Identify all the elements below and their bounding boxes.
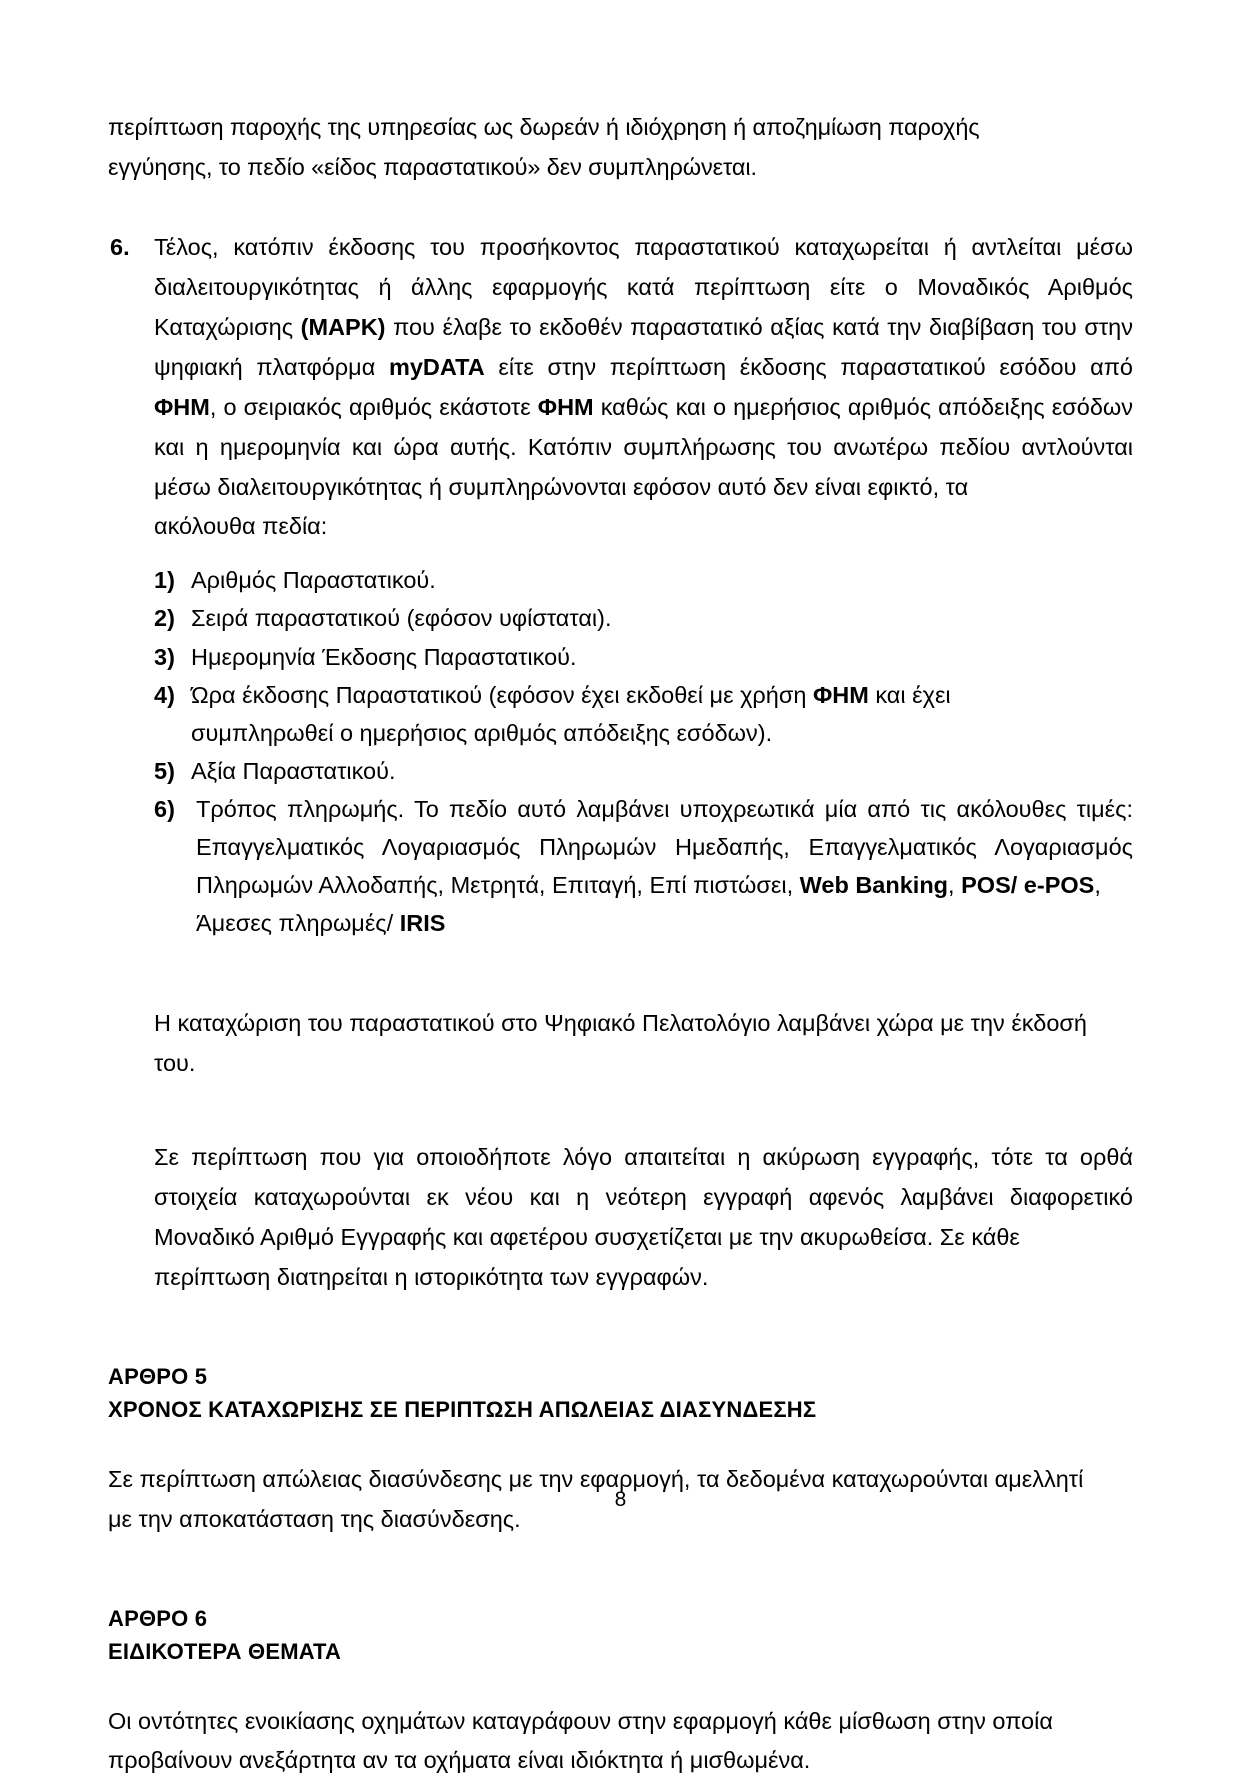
item6-text-part1: Τέλος, κατόπιν έκδοσης του προσήκοντος παραστατικού καταχωρείται ή αντλείται μέσω διαλειτουργικότητας ή άλλης εφαρμογής κατά περίπτωση είτε ο Μοναδικός Αριθμός Καταχώρισης bbox=[154, 234, 1133, 340]
sub4-tail: συμπληρωθεί ο ημερήσιος αριθμός απόδειξης εσόδων). bbox=[191, 714, 1133, 752]
sub-marker-6: 6) bbox=[154, 790, 196, 942]
article-6-body-line-1: Οι οντότητες ενοικίασης οχημάτων καταγράφουν στην εφαρμογή κάθε μίσθωση στην οποία bbox=[108, 1708, 1053, 1734]
cancellation-text: Σε περίπτωση που για οποιοδήποτε λόγο απαιτείται η ακύρωση εγγραφής, τότε τα ορθά στοιχεία καταχωρούνται εκ νέου και η νεότερη εγγραφή αφενός λαμβάνει διαφορετικό Μοναδικό Αριθμό Εγγραφής και αφετέρου συσχετίζεται με την ακυρωθείσα. Σε κάθε bbox=[154, 1144, 1133, 1250]
sub6-text-part2: , bbox=[948, 872, 961, 898]
intro-paragraph bbox=[108, 108, 1133, 188]
item6-text-part3: είτε στην περίπτωση έκδοσης παραστατικού εσόδου από bbox=[485, 354, 1133, 380]
paragraph-registration bbox=[154, 1004, 1133, 1084]
intro-line-2: εγγύησης, το πεδίο «είδος παραστατικού» δεν συμπληρώνεται. bbox=[108, 148, 1133, 188]
sub-marker-5: 5) bbox=[154, 752, 191, 790]
article-6-heading bbox=[108, 1602, 1133, 1668]
sub6-text-part1: Τρόπος πληρωμής. Το πεδίο αυτό λαμβάνει υποχρεωτικά μία από τις ακόλουθες τιμές: Επαγγελματικός Λογαριασμός Πληρωμών Ημεδαπής, Επαγγελματικός Λογαριασμός Πληρωμών Αλλοδαπής, Μετρητά, Επιταγή, Επί πιστώσει, bbox=[196, 796, 1133, 898]
sub-list-item-6 bbox=[154, 790, 1133, 942]
article-6-body-line-2: προβαίνουν ανεξάρτητα αν τα οχήματα είναι ιδιόκτητα ή μισθωμένα. bbox=[108, 1741, 1133, 1781]
article-5-number: ΑΡΘΡΟ 5 bbox=[108, 1360, 1133, 1393]
registration-line-1: Η καταχώριση του παραστατικού στο Ψηφιακό Πελατολόγιο λαμβάνει χώρα με την έκδοσή bbox=[154, 1010, 1087, 1036]
sub4-fim-bold: ΦΗΜ bbox=[813, 682, 869, 708]
sub6-iris-bold: IRIS bbox=[400, 910, 446, 936]
item6-marc-bold: (ΜΑΡΚ) bbox=[301, 314, 386, 340]
sub-marker-2: 2) bbox=[154, 599, 191, 637]
article-6-number: ΑΡΘΡΟ 6 bbox=[108, 1602, 1133, 1635]
sub-text-6 bbox=[196, 790, 1133, 942]
intro-line-1: περίπτωση παροχής της υπηρεσίας ως δωρεάν ή ιδιόχρηση ή αποζημίωση παροχής bbox=[108, 114, 980, 140]
article-6-title: ΕΙΔΙΚΟΤΕΡΑ ΘΕΜΑΤΑ bbox=[108, 1635, 1133, 1668]
sub6-tail bbox=[196, 904, 1133, 942]
sub4-text-part1: Ώρα έκδοσης Παραστατικού (εφόσον έχει εκδοθεί με χρήση bbox=[191, 682, 813, 708]
sub-list-item-4 bbox=[154, 676, 1133, 752]
article-5-heading bbox=[108, 1360, 1133, 1426]
sub6-web-banking-bold: Web Banking bbox=[800, 872, 948, 898]
paragraph-cancellation bbox=[154, 1138, 1133, 1298]
sub-marker-3: 3) bbox=[154, 638, 191, 676]
item6-mydata-bold: myDATA bbox=[389, 354, 485, 380]
sub-marker-1: 1) bbox=[154, 561, 191, 599]
article-5-body-line-2: με την αποκατάσταση της διασύνδεσης. bbox=[108, 1500, 1133, 1540]
sub6-text-part3: , bbox=[1094, 872, 1101, 898]
article-6-body bbox=[108, 1702, 1133, 1781]
sub-marker-4: 4) bbox=[154, 676, 191, 752]
article-5-body-line-1: Σε περίπτωση απώλειας διασύνδεσης με την εφαρμογή, τα δεδομένα καταχωρούνται αμελλητί bbox=[108, 1466, 1083, 1492]
item6-fim-bold-1: ΦΗΜ bbox=[154, 394, 210, 420]
sub6-tail-text: Άμεσες πληρωμές/ bbox=[196, 910, 400, 936]
sub-text-5: Αξία Παραστατικού. bbox=[191, 752, 1133, 790]
item6-text-part5: καθώς και ο ημερήσιος αριθμός απόδειξης εσόδων και η ημερομηνία και ώρα αυτής. Κατόπιν συμπλήρωσης του ανωτέρω πεδίου αντλούνται μέσω διαλειτουργικότητας ή συμπληρώνονται εφόσον αυτό δεν είναι εφικτό, τα bbox=[154, 394, 1133, 500]
item6-text-part4: , ο σειριακός αριθμός εκάστοτε bbox=[210, 394, 538, 420]
numbered-list-item-6 bbox=[108, 228, 1133, 548]
list-marker: 6. bbox=[108, 228, 154, 548]
page-number-footer bbox=[0, 1488, 1241, 1512]
sub-list-item-3 bbox=[154, 638, 1133, 676]
item6-text-part2: που έλαβε το εκδοθέν παραστατικό αξίας κατά την διαβίβαση του στην ψηφιακή πλατφόρμα bbox=[154, 314, 1133, 380]
sub-text-1: Αριθμός Παραστατικού. bbox=[191, 561, 1133, 599]
cancellation-tail: περίπτωση διατηρείται η ιστορικότητα των εγγραφών. bbox=[154, 1258, 1133, 1298]
registration-line-2: του. bbox=[154, 1044, 1133, 1084]
sub-list bbox=[154, 561, 1133, 942]
article-5-title: ΧΡΟΝΟΣ ΚΑΤΑΧΩΡΙΣΗΣ ΣΕ ΠΕΡΙΠΤΩΣΗ ΑΠΩΛΕΙΑΣ ΔΙΑΣΥΝΔΕΣΗΣ bbox=[108, 1393, 1133, 1426]
sub-list-item-5 bbox=[154, 752, 1133, 790]
list-item-body bbox=[154, 228, 1133, 548]
item6-tail: ακόλουθα πεδία: bbox=[154, 507, 1133, 547]
page-number: 8 bbox=[615, 1488, 627, 1511]
sub-list-item-1 bbox=[154, 561, 1133, 599]
page-content bbox=[108, 108, 1133, 1781]
sub-text-2: Σειρά παραστατικού (εφόσον υφίσταται). bbox=[191, 599, 1133, 637]
sub4-text-part2: και έχει bbox=[869, 682, 951, 708]
sub6-pos-bold: POS/ e-POS bbox=[961, 872, 1094, 898]
item6-fim-bold-2: ΦΗΜ bbox=[538, 394, 594, 420]
sub-text-4 bbox=[191, 676, 1133, 752]
sub-text-3: Ημερομηνία Έκδοσης Παραστατικού. bbox=[191, 638, 1133, 676]
sub-list-item-2 bbox=[154, 599, 1133, 637]
